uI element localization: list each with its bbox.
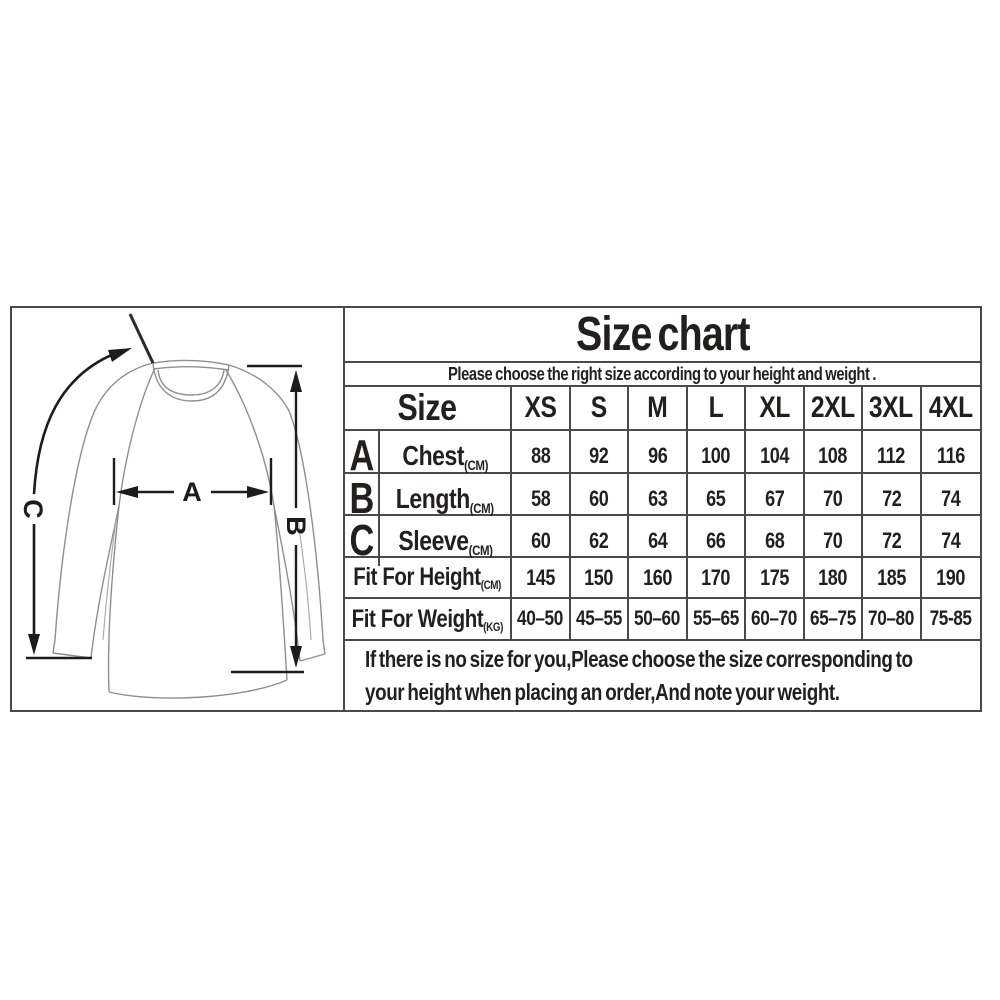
table-cell: 170 — [688, 558, 747, 597]
subtitle-text: Please choose the right size according to your height and weight . — [448, 363, 877, 384]
col-header-4xl: 4XL — [928, 391, 973, 424]
table-row-fit-height — [345, 558, 980, 599]
size-table-panel — [345, 308, 980, 710]
table-cell: 68 — [746, 516, 805, 566]
table-cell: 63 — [629, 474, 688, 524]
row-label-chest: Chest(CM) — [380, 431, 512, 481]
table-cell: 70–80 — [863, 599, 922, 639]
table-row-fit-weight — [345, 599, 980, 641]
table-cell: 112 — [863, 431, 922, 481]
row-label-fit-height: Fit For Height$_{(CM)}$ — [345, 558, 512, 597]
col-header-xl: XL — [746, 387, 805, 429]
size-note — [345, 641, 980, 710]
shirt-diagram-panel — [12, 308, 345, 710]
table-cell: 74 — [941, 486, 961, 511]
size-chart-sheet — [10, 306, 982, 712]
table-row-sleeve — [345, 516, 980, 565]
row-letter-c: C — [345, 516, 380, 566]
page-title: Size chart — [575, 308, 750, 361]
row-label-length: Length(CM) — [380, 474, 512, 524]
table-cell: 116 — [936, 443, 965, 468]
table-cell: 67 — [746, 474, 805, 524]
size-note-line-2: your height when placing an order,And note your weight. — [365, 678, 840, 705]
measurement-label-c: C — [18, 499, 48, 519]
table-cell: 74 — [941, 528, 961, 553]
table-cell: 50–60 — [629, 599, 688, 639]
col-header-m: M — [629, 387, 688, 429]
table-cell: 75-85 — [929, 607, 972, 630]
table-cell: 70 — [805, 516, 864, 566]
table-cell: 65 — [688, 474, 747, 524]
table-cell: 70 — [805, 474, 864, 524]
col-header-s: S — [571, 387, 630, 429]
size-chart-title-row — [345, 308, 980, 363]
table-cell: 180 — [805, 558, 864, 597]
table-row-chest — [345, 431, 980, 480]
table-cell: 55–65 — [688, 599, 747, 639]
measurement-label-a: A — [182, 477, 202, 507]
shirt-diagram — [12, 308, 343, 710]
table-header-row — [345, 387, 980, 431]
table-cell: 96 — [629, 431, 688, 481]
table-cell: 160 — [629, 558, 688, 597]
table-cell: 92 — [571, 431, 630, 481]
shoulder-leader-line — [130, 314, 153, 363]
col-header-xs: XS — [512, 387, 571, 429]
col-header-3xl: 3XL — [863, 387, 922, 429]
table-cell: 58 — [512, 474, 571, 524]
table-cell: 60–70 — [746, 599, 805, 639]
row-label-fit-weight: Fit For Weight$_{(KG)}$ — [345, 599, 512, 639]
table-cell: 88 — [512, 431, 571, 481]
table-cell: 72 — [863, 516, 922, 566]
table-cell: 40–50 — [512, 599, 571, 639]
table-cell: 104 — [746, 431, 805, 481]
table-cell: 64 — [629, 516, 688, 566]
table-cell: 100 — [688, 431, 747, 481]
table-cell: 66 — [688, 516, 747, 566]
size-chart-subtitle-row — [345, 363, 980, 387]
row-letter-b: B — [345, 474, 380, 524]
table-cell: 60 — [512, 516, 571, 566]
table-cell: 185 — [863, 558, 922, 597]
table-row-length — [345, 474, 980, 523]
row-label-sleeve: Sleeve(CM) — [380, 516, 512, 566]
size-column-header: Size — [345, 387, 512, 429]
size-note-line-1: If there is no size for you,Please choose the size corresponding to — [365, 645, 913, 672]
table-cell: 45–55 — [571, 599, 630, 639]
table-cell: 150 — [571, 558, 630, 597]
table-cell: 65–75 — [805, 599, 864, 639]
table-cell: 60 — [571, 474, 630, 524]
row-letter-a: A — [345, 431, 380, 481]
col-header-2xl: 2XL — [805, 387, 864, 429]
col-header-l: L — [688, 387, 747, 429]
table-cell: 145 — [512, 558, 571, 597]
table-cell: 72 — [863, 474, 922, 524]
measurement-label-b: B — [281, 516, 311, 536]
table-cell: 108 — [805, 431, 864, 481]
table-cell: 62 — [571, 516, 630, 566]
table-cell: 175 — [746, 558, 805, 597]
table-cell: 190 — [936, 564, 966, 590]
